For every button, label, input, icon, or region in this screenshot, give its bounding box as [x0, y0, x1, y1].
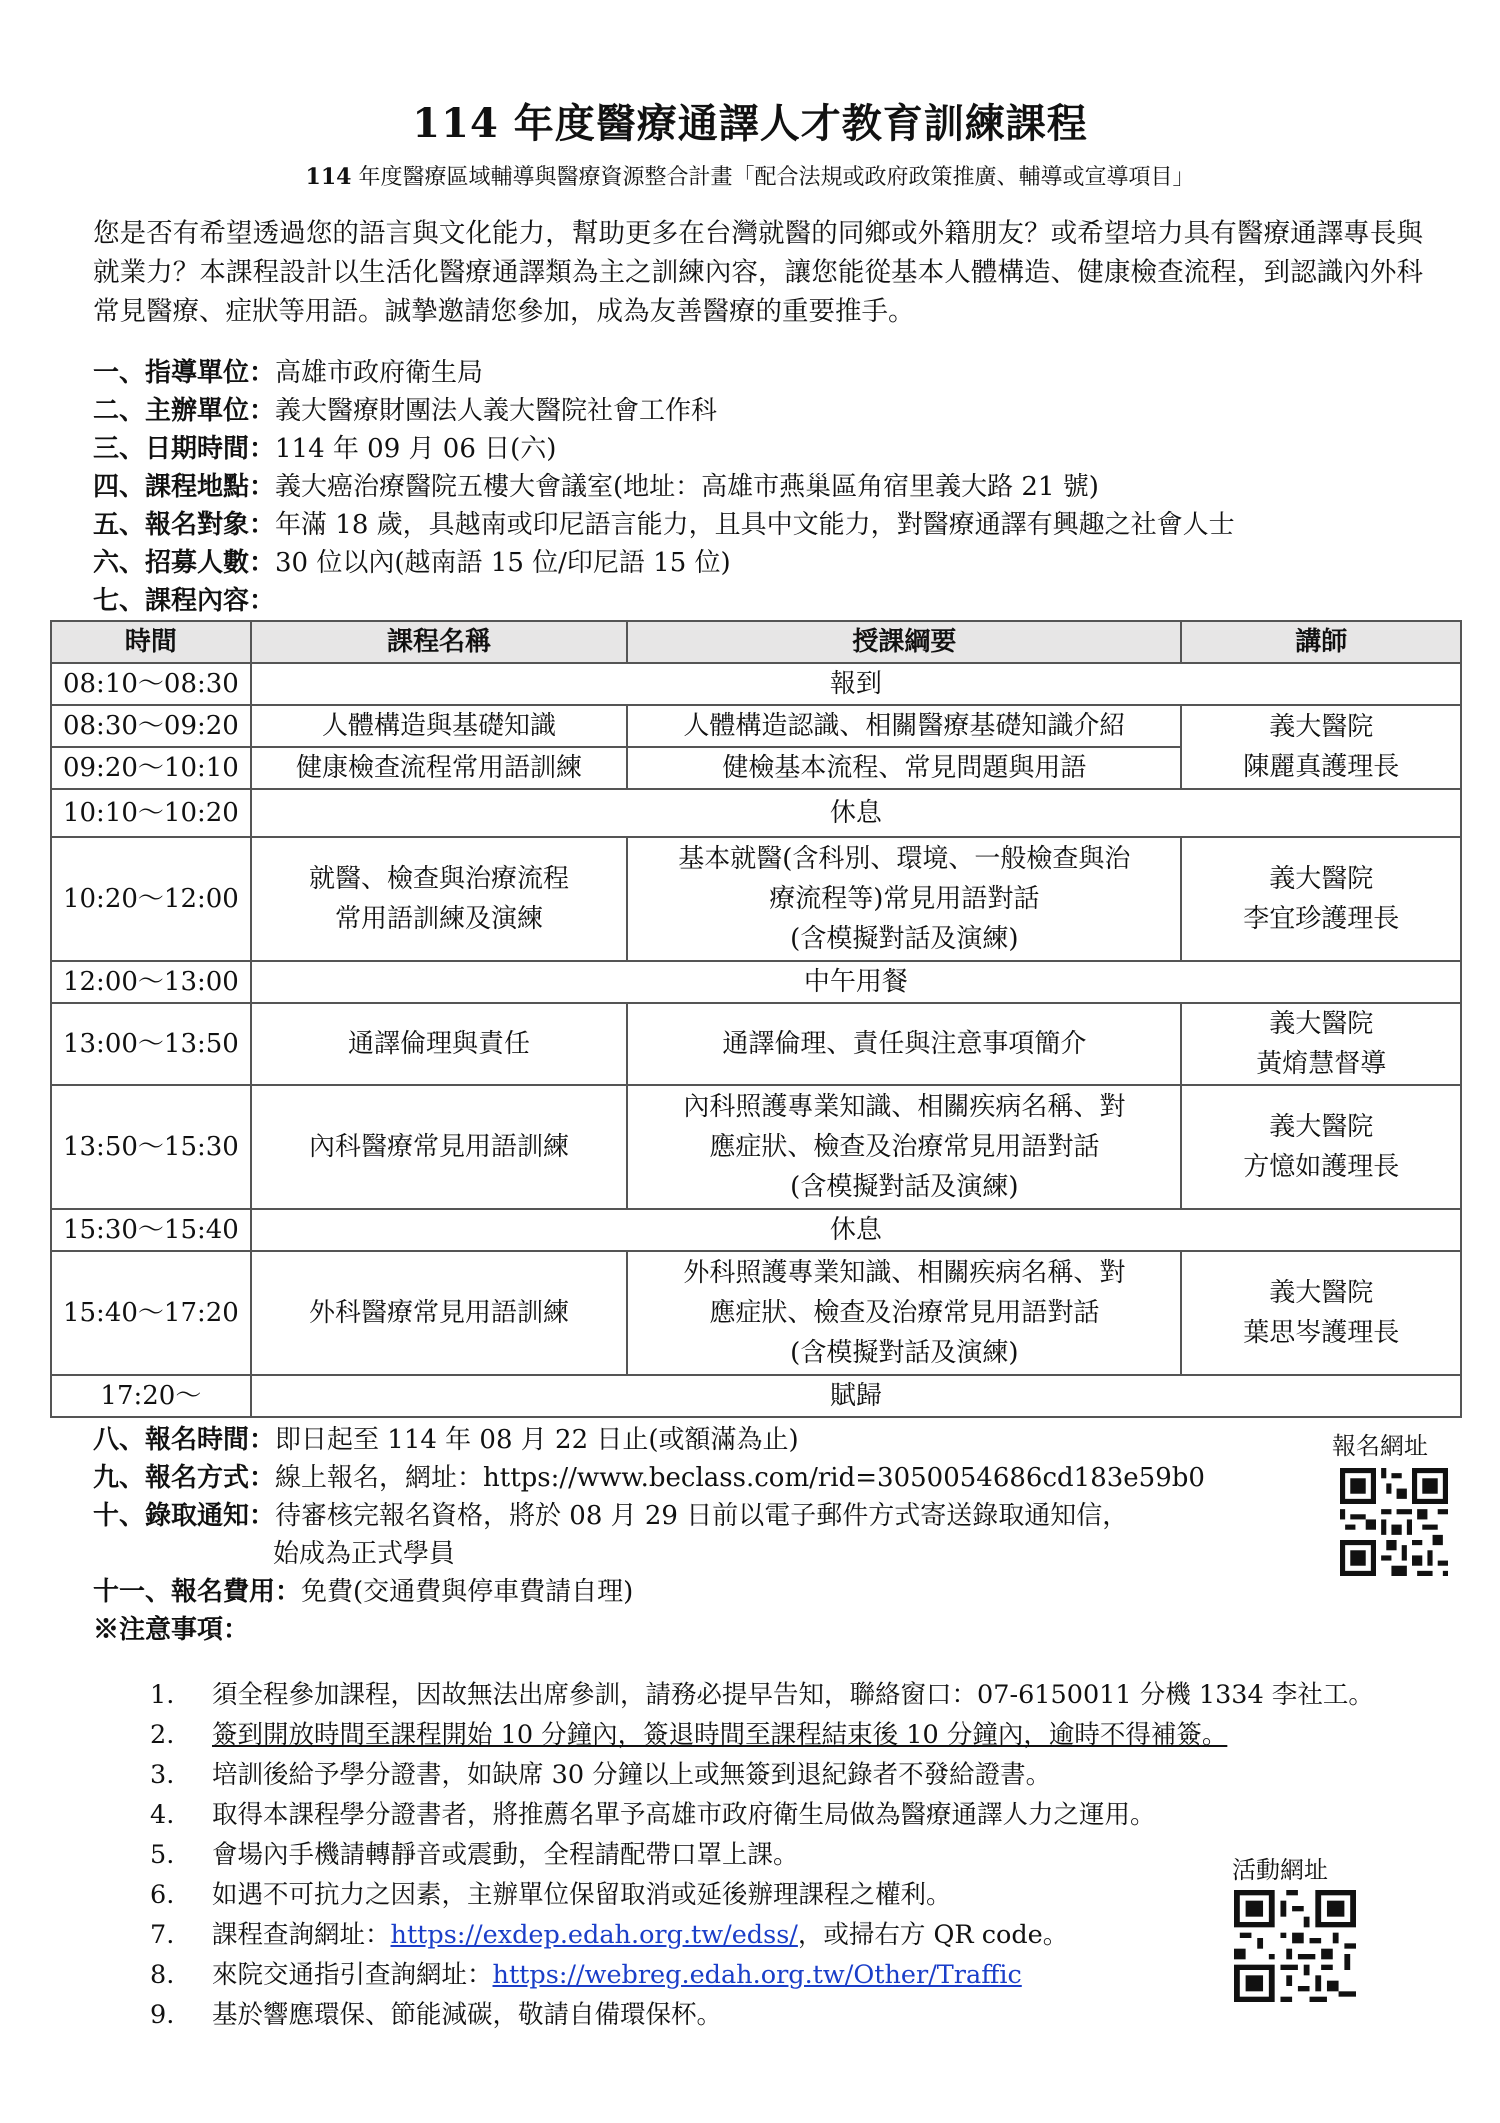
- item-text: 來院交通指引查詢網址：: [212, 1960, 493, 1990]
- span-cell: 休息: [251, 789, 1461, 837]
- item-text: 課程查詢網址：: [212, 1920, 391, 1950]
- table-row: [51, 705, 1461, 747]
- info-label: 一、指導單位：: [93, 358, 276, 388]
- time-cell: 12:00～13:00: [51, 961, 251, 1003]
- table-row: [51, 1003, 1461, 1085]
- item-number: 1.: [150, 1680, 175, 1710]
- document-title: 114 年度醫療通譯人才教育訓練課程: [412, 100, 1088, 147]
- time-cell: 17:20～: [51, 1375, 251, 1417]
- list-item: [150, 1875, 1410, 1915]
- item-text: 會場內手機請轉靜音或震動，全程請配帶口罩上課。: [212, 1840, 799, 1870]
- outline-line: 內科照護專業知識、相關疾病名稱、對: [683, 1092, 1126, 1122]
- course-line: 常用語訓練及演練: [335, 904, 544, 934]
- notes-list: [150, 1675, 1410, 2035]
- info-label: 六、招募人數：: [93, 548, 276, 578]
- item-text: ，或掃右方 QR code。: [797, 1920, 1069, 1950]
- time-cell: 13:50～15:30: [51, 1085, 251, 1209]
- item-number: 9.: [150, 2000, 175, 2030]
- outline-line: (含模擬對話及演練): [790, 1338, 1019, 1368]
- time-cell: 15:40～17:20: [51, 1251, 251, 1375]
- list-item: [150, 1755, 1410, 1795]
- info-value: 年滿 18 歲，具越南或印尼語言能力，且具中文能力，對醫療通譯有興趣之社會人士: [275, 510, 1235, 540]
- info-row: [93, 1421, 1323, 1459]
- info-list: [93, 354, 1453, 620]
- subtitle-year: 114: [305, 164, 352, 190]
- teacher-name: 陳麗真護理長: [1243, 752, 1400, 782]
- teacher-name: 李宜珍護理長: [1243, 904, 1400, 934]
- outline-cell: 通譯倫理、責任與注意事項簡介: [627, 1003, 1181, 1085]
- item-text: 取得本課程學分證書者，將推薦名單予高雄市政府衛生局做為醫療通譯人力之運用。: [212, 1800, 1156, 1830]
- outline-cell: 健檢基本流程、常見問題與用語: [627, 747, 1181, 789]
- list-item: [150, 1995, 1410, 2035]
- info-row: [93, 430, 1453, 468]
- teacher-cell: [1181, 705, 1461, 789]
- info-row: [93, 1573, 1323, 1611]
- document-subtitle: [0, 160, 1500, 191]
- list-item: [150, 1915, 1410, 1955]
- course-cell: 外科醫療常見用語訓練: [251, 1251, 627, 1375]
- info-row: [93, 392, 1453, 430]
- info-row: [93, 544, 1453, 582]
- time-cell: 10:20～12:00: [51, 837, 251, 961]
- schedule-table: [50, 620, 1462, 1418]
- teacher-cell: [1181, 1003, 1461, 1085]
- info-label: 九、報名方式：: [93, 1463, 276, 1493]
- outline-cell: [627, 837, 1181, 961]
- teacher-org: 義大醫院: [1269, 1278, 1374, 1308]
- course-query-link[interactable]: https://exdep.edah.org.tw/edss/: [390, 1920, 798, 1950]
- item-text: 培訓後給予學分證書，如缺席 30 分鐘以上或無簽到退紀錄者不發給證書。: [212, 1760, 1052, 1790]
- table-header-row: [51, 621, 1461, 663]
- course-line: 就醫、檢查與治療流程: [309, 864, 570, 894]
- outline-line: (含模擬對話及演練): [790, 1172, 1019, 1202]
- event-qr-code-icon[interactable]: [1234, 1890, 1356, 2002]
- info-row: [93, 506, 1453, 544]
- course-cell: [251, 837, 627, 961]
- table-row: [51, 1251, 1461, 1375]
- table-row: [51, 789, 1461, 837]
- item-number: 5.: [150, 1840, 175, 1870]
- outline-cell: [627, 1251, 1181, 1375]
- event-qr-label: 活動網址: [1232, 1856, 1328, 1884]
- time-cell: 13:00～13:50: [51, 1003, 251, 1085]
- teacher-org: 義大醫院: [1269, 1112, 1374, 1142]
- course-cell: 通譯倫理與責任: [251, 1003, 627, 1085]
- course-cell: 內科醫療常見用語訓練: [251, 1085, 627, 1209]
- info-row: [93, 354, 1453, 392]
- notes-title: ※注意事項：: [93, 1615, 250, 1645]
- table-row: [51, 1085, 1461, 1209]
- teacher-org: 義大醫院: [1269, 1009, 1374, 1039]
- outline-line: 應症狀、檢查及治療常見用語對話: [709, 1298, 1100, 1328]
- info-label: 十、錄取通知：: [93, 1501, 276, 1531]
- table-row: [51, 837, 1461, 961]
- teacher-cell: [1181, 837, 1461, 961]
- item-text: 簽到開放時間至課程開始 10 分鐘內，簽退時間至課程結束後 10 分鐘內，逾時不得補簽。: [212, 1720, 1228, 1750]
- header-outline: 授課綱要: [627, 621, 1181, 663]
- outline-line: 外科照護專業知識、相關疾病名稱、對: [683, 1258, 1126, 1288]
- traffic-guide-link[interactable]: https://webreg.edah.org.tw/Other/Traffic: [492, 1960, 1022, 1990]
- header-time: 時間: [51, 621, 251, 663]
- info-row: [93, 1535, 1323, 1573]
- info-label: 八、報名時間：: [93, 1425, 276, 1455]
- item-number: 7.: [150, 1920, 175, 1950]
- outline-line: 療流程等)常見用語對話: [769, 884, 1040, 914]
- info-value: 免費(交通費與停車費請自理): [301, 1577, 634, 1607]
- item-text: 基於響應環保、節能減碳，敬請自備環保杯。: [212, 2000, 723, 2030]
- intro-paragraph: 您是否有希望透過您的語言與文化能力，幫助更多在台灣就醫的同鄉或外籍朋友？或希望培力具有醫療通譯專長與就業力？本課程設計以生活化醫療通譯類為主之訓練內容，讓您能從基本人體構造、健康檢查流程，到認識內外科常見醫療、症狀等用語。誠摯邀請您參加，成為友善醫療的重要推手。: [93, 218, 1423, 327]
- info-value: 義大醫療財團法人義大醫院社會工作科: [275, 396, 718, 426]
- list-item: [150, 1835, 1410, 1875]
- info-value: 待審核完報名資格，將於 08 月 29 日前以電子郵件方式寄送錄取通知信，: [275, 1501, 1129, 1531]
- info-value: 義大癌治療醫院五樓大會議室(地址：高雄市燕巢區角宿里義大路 21 號): [275, 472, 1099, 502]
- list-item: [150, 1795, 1410, 1835]
- info-label: 四、課程地點：: [93, 472, 276, 502]
- signup-url[interactable]: 線上報名，網址：https://www.beclass.com/rid=3050054686cd183e59b0: [275, 1463, 1205, 1493]
- teacher-name: 黃焴慧督導: [1256, 1049, 1387, 1079]
- list-item: [150, 1955, 1410, 1995]
- outline-line: 基本就醫(含科別、環境、一般檢查與治: [678, 844, 1131, 874]
- info-row: [93, 1497, 1323, 1535]
- time-cell: 15:30～15:40: [51, 1209, 251, 1251]
- outline-cell: [627, 1085, 1181, 1209]
- header-course: 課程名稱: [251, 621, 627, 663]
- course-cell: 健康檢查流程常用語訓練: [251, 747, 627, 789]
- teacher-name: 葉思岑護理長: [1243, 1318, 1400, 1348]
- teacher-cell: [1181, 1085, 1461, 1209]
- course-cell: 人體構造與基礎知識: [251, 705, 627, 747]
- info-row: [93, 582, 1453, 620]
- registration-info: [93, 1421, 1323, 1649]
- span-cell: 賦歸: [251, 1375, 1461, 1417]
- info-value: 始成為正式學員: [273, 1539, 456, 1569]
- info-label: 七、課程內容：: [93, 586, 276, 616]
- list-item: [150, 1675, 1410, 1715]
- info-value: 即日起至 114 年 08 月 22 日止(或額滿為止): [275, 1425, 799, 1455]
- table-row: [51, 1375, 1461, 1417]
- subtitle-text: 年度醫療區域輔導與醫療資源整合計畫「配合法規或政府政策推廣、輔導或宣導項目」: [351, 165, 1195, 190]
- item-number: 3.: [150, 1760, 175, 1790]
- item-number: 8.: [150, 1960, 175, 1990]
- teacher-cell: [1181, 1251, 1461, 1375]
- outline-cell: 人體構造認識、相關醫療基礎知識介紹: [627, 705, 1181, 747]
- time-cell: 10:10～10:20: [51, 789, 251, 837]
- item-text: 如遇不可抗力之因素，主辦單位保留取消或延後辦理課程之權利。: [212, 1880, 952, 1910]
- info-value: 114 年 09 月 06 日(六): [275, 434, 557, 464]
- table-row: [51, 961, 1461, 1003]
- item-number: 4.: [150, 1800, 175, 1830]
- signup-qr-label: 報名網址: [1332, 1432, 1428, 1460]
- time-cell: 09:20～10:10: [51, 747, 251, 789]
- info-value: 30 位以內(越南語 15 位/印尼語 15 位): [275, 548, 731, 578]
- info-label: 三、日期時間：: [93, 434, 276, 464]
- item-number: 2.: [150, 1720, 175, 1750]
- info-label: 五、報名對象：: [93, 510, 276, 540]
- span-cell: 中午用餐: [251, 961, 1461, 1003]
- item-text: 須全程參加課程，因故無法出席參訓，請務必提早告知，聯絡窗口：07-6150011 分機 1334 李社工。: [212, 1680, 1374, 1710]
- time-cell: 08:30～09:20: [51, 705, 251, 747]
- teacher-name: 方憶如護理長: [1243, 1152, 1400, 1182]
- teacher-org: 義大醫院: [1269, 864, 1374, 894]
- outline-line: (含模擬對話及演練): [790, 924, 1019, 954]
- table-row: [51, 663, 1461, 705]
- info-row: [93, 1459, 1323, 1497]
- info-row: [93, 468, 1453, 506]
- signup-qr-code-icon[interactable]: [1340, 1468, 1448, 1576]
- header-teacher: 講師: [1181, 621, 1461, 663]
- teacher-org: 義大醫院: [1269, 712, 1374, 742]
- outline-line: 應症狀、檢查及治療常見用語對話: [709, 1132, 1100, 1162]
- time-cell: 08:10～08:30: [51, 663, 251, 705]
- info-label: 十一、報名費用：: [93, 1577, 302, 1607]
- table-row: [51, 1209, 1461, 1251]
- item-number: 6.: [150, 1880, 175, 1910]
- span-cell: 休息: [251, 1209, 1461, 1251]
- info-value: 高雄市政府衛生局: [275, 358, 484, 388]
- span-cell: 報到: [251, 663, 1461, 705]
- info-label: 二、主辦單位：: [93, 396, 276, 426]
- list-item: [150, 1715, 1410, 1755]
